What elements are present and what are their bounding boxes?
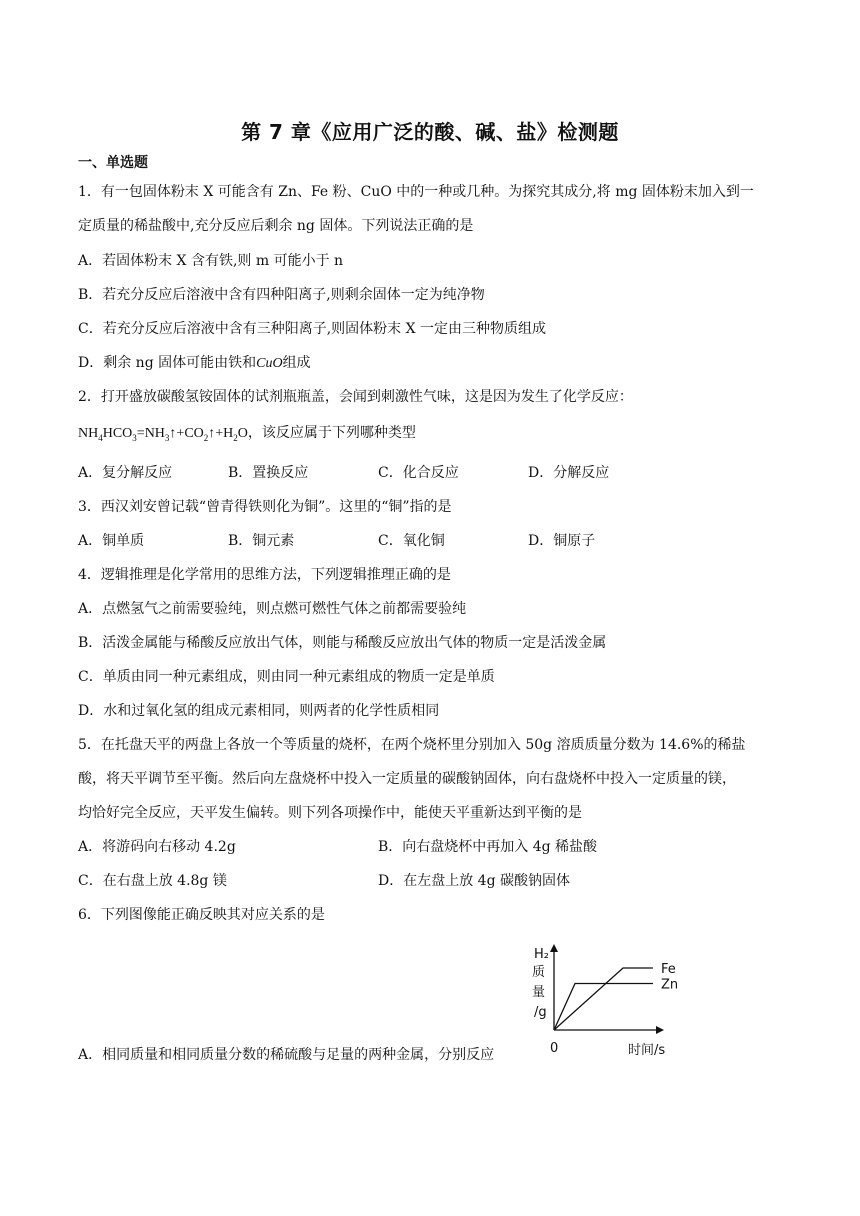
- series-label-fe: Fe: [661, 962, 676, 977]
- question-2-equation: [78, 422, 416, 443]
- question-1-option-a: A．若固体粉末 X 含有铁,则 m 可能小于 n: [78, 253, 344, 269]
- question-6-option-a: A．相同质量和相同质量分数的稀硫酸与足量的两种金属，分别反应: [78, 1047, 495, 1063]
- question-1-stem-line2: 定质量的稀盐酸中,充分反应后剩余 ng 固体。下列说法正确的是: [78, 218, 474, 234]
- question-2-option-a: A．复分解反应: [78, 465, 173, 481]
- section-heading: 一、单选题: [78, 155, 148, 171]
- question-1-stem-line1: 1．有一包固体粉末 X 可能含有 Zn、Fe 粉、CuO 中的一种或几种。为探究其成分,将 mg 固体粉末加入到一: [78, 184, 754, 200]
- question-2-stem-tail: ，该反应属于下列哪种类型: [247, 425, 416, 441]
- question-2-option-c: C．化合反应: [378, 465, 459, 481]
- question-5-option-b: B．向右盘烧杯中再加入 4g 稀盐酸: [378, 839, 598, 855]
- x-axis-label: 时间/s: [628, 1043, 666, 1058]
- question-5-option-a: A．将游码向右移动 4.2g: [78, 839, 236, 855]
- chart-series: [554, 962, 678, 1030]
- question-3-option-b: B．铜元素: [228, 533, 295, 549]
- chemical-equation: $NH_4HCO_3=NH_3↑+CO_2↑+H_2O$: [78, 426, 248, 443]
- question-5-stem-line1: 5．在托盘天平的两盘上各放一个等质量的烧杯，在两个烧杯里分别加入 50g 溶质质量分数为 14.6%的稀盐: [78, 737, 746, 753]
- y-axis-label-line1: H₂: [534, 947, 549, 962]
- page-title: 第 7 章《应用广泛的酸、碱、盐》检测题: [241, 120, 619, 144]
- question-3-option-c: C．氧化铜: [378, 533, 445, 549]
- question-5-stem-line2: 酸，将天平调节至平衡。然后向左盘烧杯中投入一定质量的碳酸钠固体，向右盘烧杯中投入一定质量的镁，: [78, 771, 736, 787]
- origin-label: 0: [550, 1041, 559, 1056]
- question-1-option-b: B．若充分反应后溶液中含有四种阳离子,则剩余固体一定为纯净物: [78, 287, 485, 303]
- option-d-text-start: D．剩余 ng 固体可能由铁和: [78, 355, 257, 371]
- option-d-chemical: CuO: [256, 356, 283, 371]
- question-4-option-b: B．活泼金属能与稀酸反应放出气体，则能与稀酸反应放出气体的物质一定是活泼金属: [78, 635, 607, 651]
- option-d-text-end: 组成: [282, 355, 311, 371]
- question-4-option-c: C．单质由同一种元素组成，则由同一种元素组成的物质一定是单质: [78, 669, 495, 685]
- series-line-fe: [554, 968, 653, 1030]
- question-2-stem-line1: 2．打开盛放碳酸氢铵固体的试剂瓶瓶盖，会闻到刺激性气味，这是因为发生了化学反应：: [78, 389, 633, 405]
- question-3-option-d: D．铜原子: [528, 533, 596, 549]
- y-axis-arrow: [550, 944, 558, 952]
- question-5-stem-line3: 均恰好完全反应，天平发生偏转。则下列各项操作中，能使天平重新达到平衡的是: [78, 805, 582, 821]
- question-6-stem: 6．下列图像能正确反映其对应关系的是: [78, 907, 325, 923]
- question-1-option-d: [78, 352, 311, 372]
- series-label-zn: Zn: [661, 977, 679, 993]
- question-3-stem: 3．西汉刘安曾记载“曾青得铁则化为铜”。这里的“铜”指的是: [78, 499, 452, 515]
- question-3-option-a: A．铜单质: [78, 533, 145, 549]
- question-1-option-c: C．若充分反应后溶液中含有三种阳离子,则固体粉末 X 一定由三种物质组成: [78, 321, 547, 337]
- y-axis-label-line3: 量: [532, 985, 546, 1000]
- y-axis-label-line2: 质: [532, 965, 546, 980]
- y-axis-label-line4: /g: [534, 1005, 547, 1020]
- x-axis-arrow: [656, 1026, 664, 1034]
- question-2-option-d: D．分解反应: [528, 465, 610, 481]
- question-5-option-d: D．在左盘上放 4g 碳酸钠固体: [378, 873, 570, 889]
- chart-axes: [550, 944, 664, 1034]
- question-5-option-c: C．在右盘上放 4.8g 镁: [78, 873, 227, 889]
- hydrogen-mass-chart: [520, 940, 680, 1065]
- question-4-option-a: A．点燃氢气之前需要验纯，则点燃可燃性气体之前都需要验纯: [78, 601, 467, 617]
- series-line-zn: [554, 984, 653, 1031]
- question-2-option-b: B．置换反应: [228, 465, 309, 481]
- question-4-option-d: D．水和过氧化氢的组成元素相同，则两者的化学性质相同: [78, 703, 440, 719]
- question-4-stem: 4．逻辑推理是化学常用的思维方法，下列逻辑推理正确的是: [78, 567, 451, 583]
